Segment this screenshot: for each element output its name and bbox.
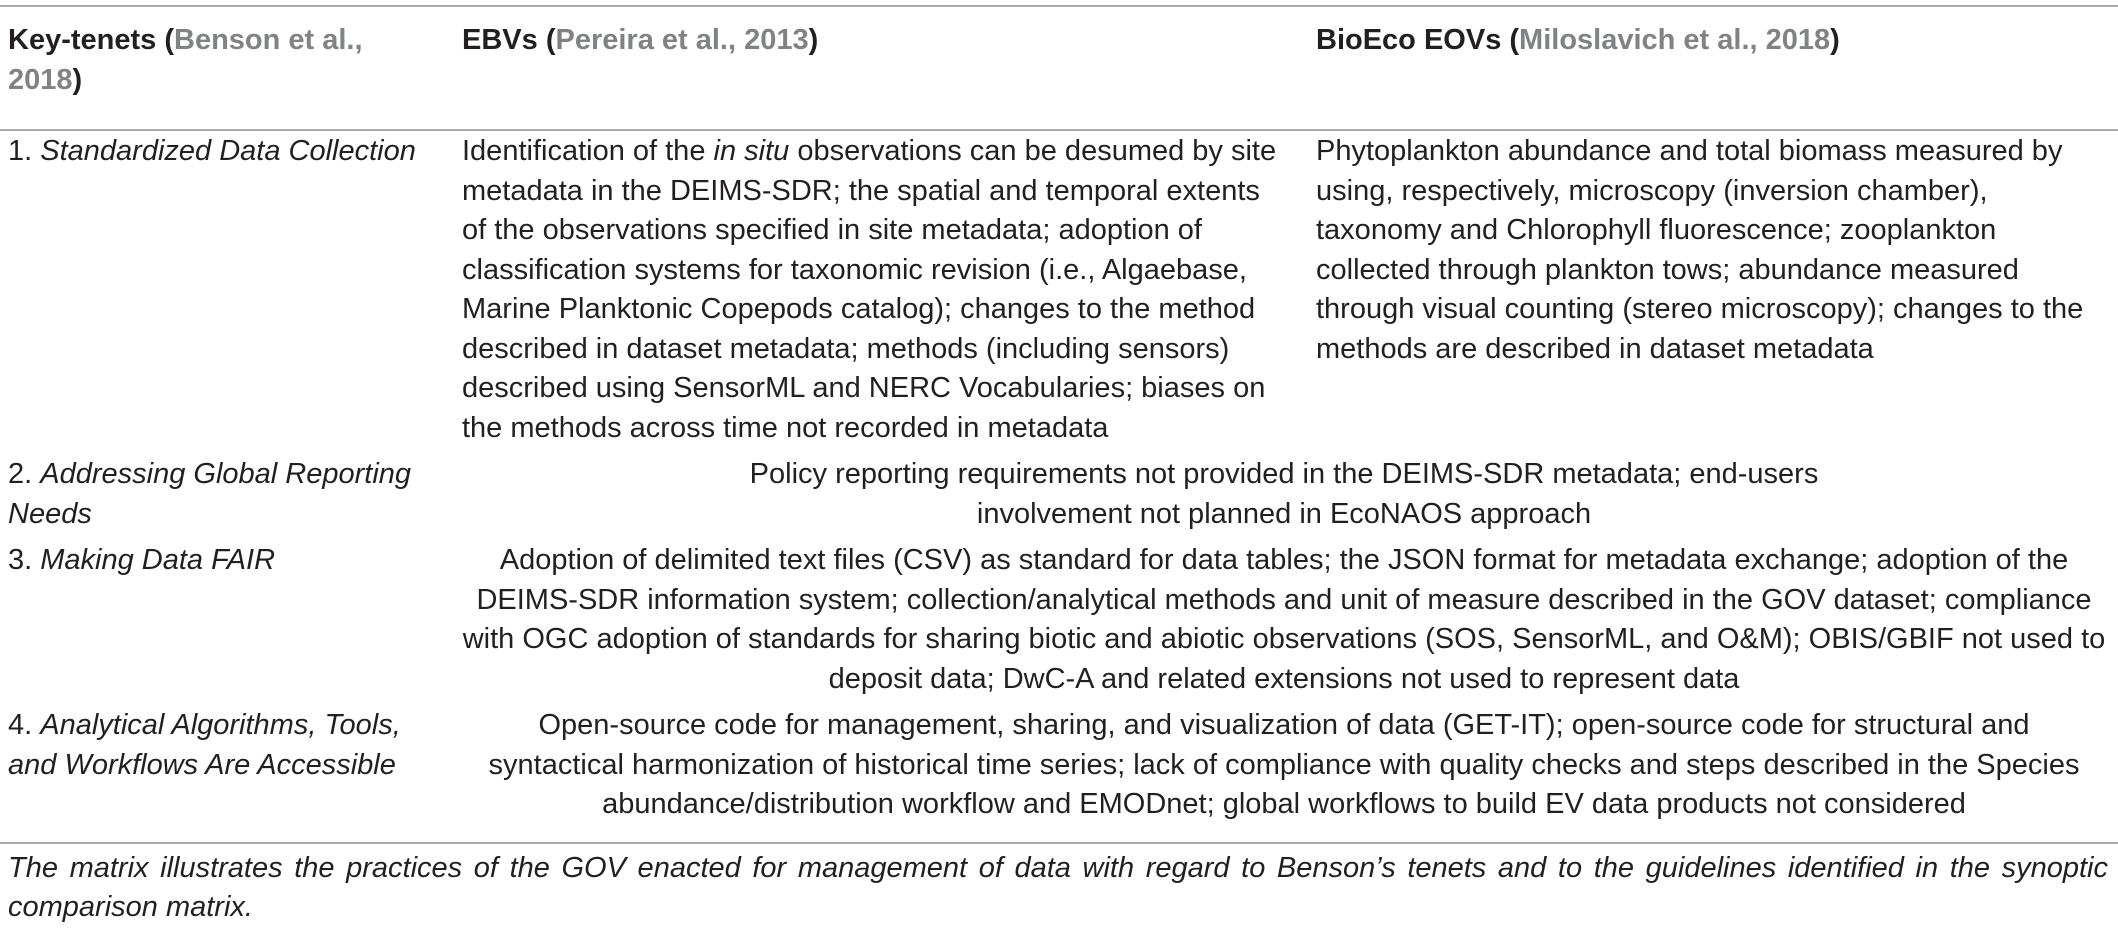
bottom-rule <box>0 842 2118 844</box>
row-number: 3. <box>8 544 33 576</box>
header-rule <box>0 129 2118 131</box>
table-footnote: The matrix illustrates the practices of the GOV enacted for management of data with regard to Benson’s tenets and to the guidelines identified in the synoptic comparison matrix. <box>8 852 2108 923</box>
row-1-ebv <box>462 132 1282 448</box>
tenet-label: Making Data FAIR <box>40 544 276 576</box>
row-2-tenet <box>8 455 428 534</box>
row-number: 4. <box>8 709 33 741</box>
row-3-tenet <box>8 541 428 581</box>
header-bioeco-eovs: BioEco EOVs (Miloslavich et al., 2018) <box>1316 24 1840 56</box>
header-citation[interactable]: Benson et al., 2018 <box>8 24 363 96</box>
row-4-merged-cell: Open-source code for management, sharing, and visualization of data (GET-IT); open-source code for structural and syntactical harmonization of historical time series; lack of compliance with quality checks and steps described in the Species abundance/distribution workflow and EMODnet; global workflows to build EV data products not considered <box>488 709 2080 820</box>
header-ebvs: EBVs (Pereira et al., 2013) <box>462 24 819 56</box>
tenet-label: Addressing Global Reporting Needs <box>8 458 412 530</box>
tenet-label: Analytical Algorithms, Tools, and Workflows Are Accessible <box>8 709 401 781</box>
ebv-text-start: Identification of the <box>462 135 714 167</box>
row-number: 2. <box>8 458 33 490</box>
top-rule <box>0 5 2118 7</box>
ebv-text-rest: observations can be desumed by site metadata in the DEIMS-SDR; the spatial and temporal extents of the observations specified in site metadata; adoption of classification systems for taxonomic revision (i.e., Algaebase, Marine Planktonic Copepods catalog); changes to the method described in dataset metadata; methods (including sensors) described using SensorML and NERC Vocabularies; biases on the methods across time not recorded in metadata <box>462 135 1277 444</box>
row-3-merged-cell: Adoption of delimited text files (CSV) as standard for data tables; the JSON format for metadata exchange; adoption of the DEIMS-SDR information system; collection/analytical methods and unit of measure described in the GOV dataset; compliance with OGC adoption of standards for sharing biotic and abiotic observations (SOS, SensorML, and O&M); OBIS/GBIF not used to deposit data; DwC-A and related extensions not used to represent data <box>462 544 2106 695</box>
header-citation[interactable]: Miloslavich et al., 2018 <box>1519 24 1831 56</box>
header-label: Key-tenets <box>8 24 157 56</box>
row-1-tenet <box>8 132 428 172</box>
tenet-label: Standardized Data Collection <box>40 135 416 167</box>
header-key-tenets: Key-tenets (Benson et al., 2018) <box>8 24 363 96</box>
row-number: 1. <box>8 135 33 167</box>
row-2-merged-cell: Policy reporting requirements not provided in the DEIMS-SDR metadata; end-users involvement not planned in EcoNAOS approach <box>749 458 1819 530</box>
header-label: EBVs <box>462 24 538 56</box>
header-label: BioEco EOVs <box>1316 24 1502 56</box>
row-4-tenet <box>8 706 428 785</box>
row-1-eov: Phytoplankton abundance and total biomass measured by using, respectively, microscopy (inversion chamber), taxonomy and Chlorophyll fluorescence; zooplankton collected through plankton tows; abundance measured through visual counting (stereo microscopy); changes to the methods are described in dataset metadata <box>1316 135 2084 365</box>
ebv-text-emphasis: in situ <box>713 135 790 167</box>
header-citation[interactable]: Pereira et al., 2013 <box>555 24 809 56</box>
